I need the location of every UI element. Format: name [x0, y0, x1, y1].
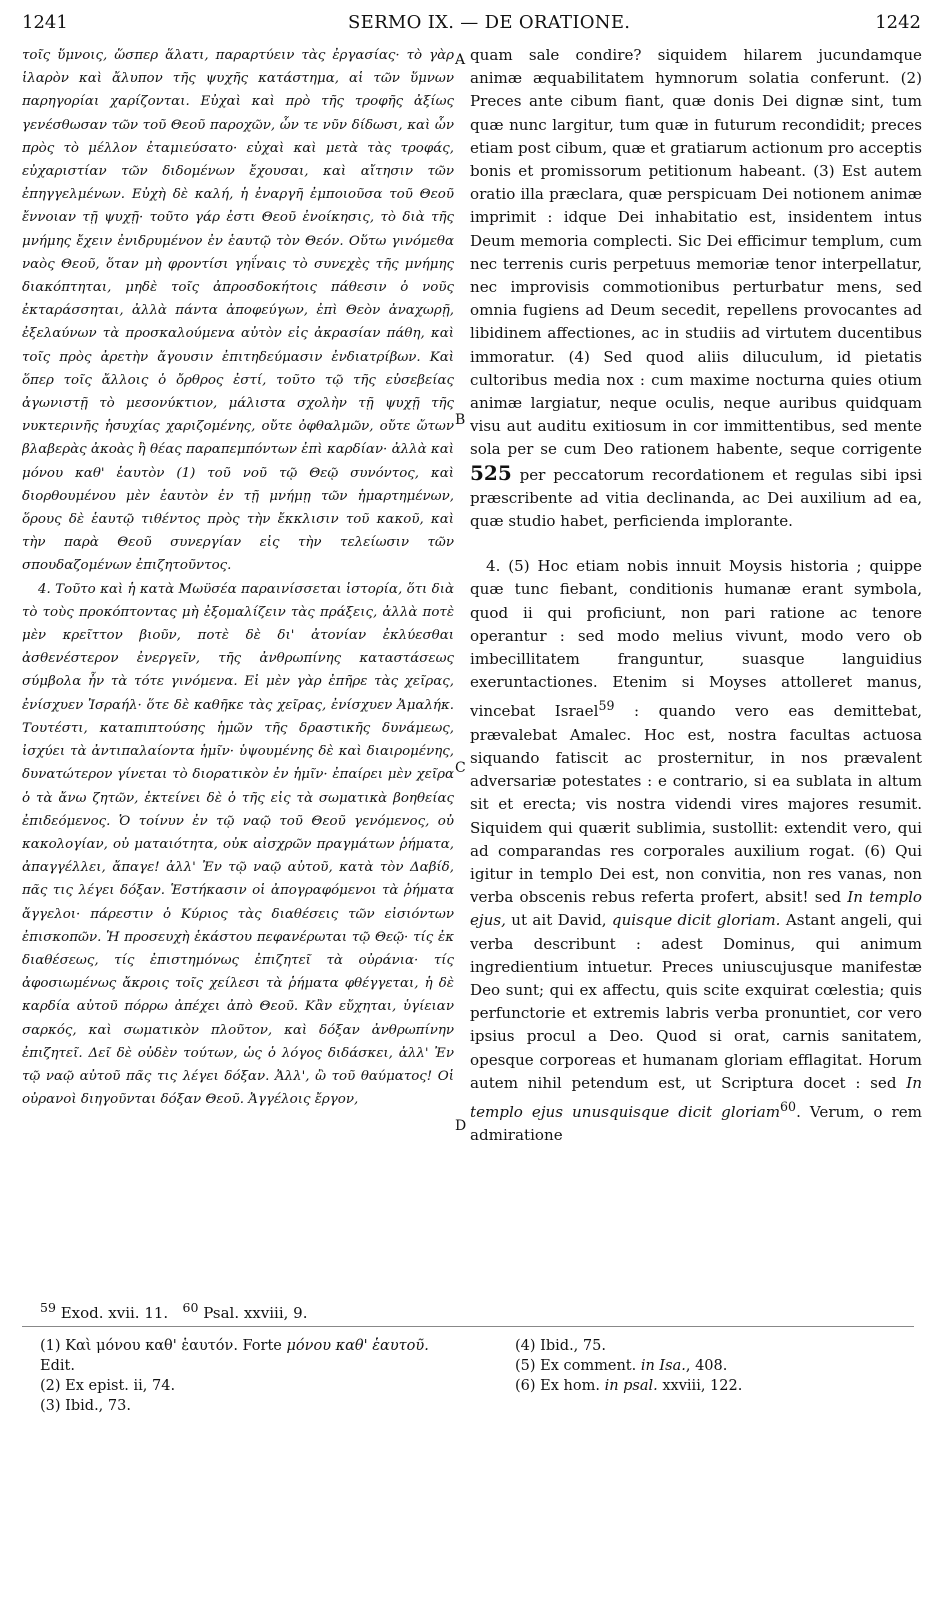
latin-text: : quando vero eas demittebat, prævalebat Amalec. Hoc est, nostra facultas actuosa siquando fatiscit ac prosternitur, in nos prævalent adversariæ potestates : e contrario, si ea sublata in altum sit et erecta; vis nostra videndi vires majores resumit. Siquidem qui quærit sublimia, sustollit: extendit vero, qui ad comparandas res corporales auxilium rogat. (6) Qui igitur in templo Dei est, non convitia, non res vanas, non verba obscenis rebus referta profert, absit! sed	[470, 702, 922, 907]
footnote-text: (1) Καὶ μόνου καθ' ἑαυτόν. Forte	[40, 1338, 282, 1354]
footnote-5	[515, 1356, 915, 1376]
margin-letter-c: C	[455, 760, 466, 776]
note-ref-59: 59	[598, 698, 615, 714]
footnote-text: , 408.	[685, 1358, 728, 1374]
column-number: 525	[470, 460, 512, 485]
footnote-3: (3) Ibid., 73.	[40, 1398, 131, 1414]
footnote-2: (2) Ex epist. ii, 74.	[40, 1378, 176, 1394]
footnote-text: μόνου καθ' ἑαυτοῦ.	[286, 1338, 429, 1354]
note-ref-60: 60	[780, 1098, 797, 1114]
latin-text: per peccatorum recordationem et regulas sibi ipsi præscribente ad vitia declinanda, ac Dei auxilium ad ea, quæ studio habet, perficienda implorante.	[470, 465, 922, 531]
footnote-4: (4) Ibid., 75.	[515, 1338, 606, 1354]
scripture-references	[40, 1300, 460, 1322]
latin-paragraph-2	[470, 555, 922, 1147]
ref-text: Exod. xvii. 11.	[60, 1304, 169, 1322]
running-title: SERMO IX. — DE ORATIONE.	[348, 12, 631, 33]
latin-text: Astant angeli, qui verba describunt : adest Dominus, qui animum ingredientium intuetur. Preces uniuscujusque manifestæ Deo sunt; qui ex affectu, quis scite exquirat cœlestia; quis perfunctorie et extremis labris verba pronuntiet, cor vero ipsius procul a Deo. Quod si orat, carnis sanitatem, opesque corporeas et humanam gloriam efflagitat. Horum autem nihil petendum est, ut Scriptura docet : sed	[470, 911, 922, 1092]
latin-text: ut ait David,	[511, 911, 607, 930]
scripture-quote: In templo ejus,	[470, 888, 922, 930]
footnote-6	[515, 1376, 915, 1396]
footnote-text: (5) Ex comment.	[515, 1358, 637, 1374]
margin-letter-b: B	[455, 412, 466, 428]
latin-text: . Verum, o rem admiratione	[470, 1103, 922, 1145]
footnote-1	[40, 1336, 450, 1376]
margin-letter-a: A	[455, 52, 466, 68]
footnotes-left	[40, 1336, 450, 1416]
ref-number: 60	[182, 1300, 199, 1315]
latin-paragraph-1	[470, 44, 922, 533]
scripture-quote: In templo ejus unusquisque dicit gloriam	[470, 1073, 922, 1121]
footnote-text: in Isa.	[640, 1358, 686, 1374]
footnote-text: Edit.	[40, 1358, 75, 1374]
greek-column	[22, 44, 454, 1111]
ref-number: 59	[40, 1300, 56, 1315]
greek-paragraph-1: τοῖς ὕμνοις, ὥσπερ ἅλατι, παραρτύειν τὰς ἐργασίας· τὸ γὰρ ἱλαρὸν καὶ ἄλυπον τῆς ψυχῆς κατάστημα, αἱ τῶν ὕμνων παρηγορίαι χαρίζονται. Εὐχαὶ καὶ πρὸ τῆς τροφῆς ἀξίως γενέσθωσαν τῶν τοῦ Θεοῦ παροχῶν, ὧν τε νῦν δίδωσι, καὶ ὧν πρὸς τὸ μέλλον ἐταμιεύσατο· εὐχαὶ καὶ μετὰ τὰς τροφάς, εὐχαριστίαν τῶν διδομένων ἔχουσαι, καὶ αἴτησιν τῶν ἐπηγγελμένων. Εὐχὴ δὲ καλή, ἡ ἐναργῆ ἐμποιοῦσα τοῦ Θεοῦ ἔννοιαν τῇ ψυχῇ· τοῦτο γάρ ἐστι Θεοῦ ἐνοίκησις, τὸ διὰ τῆς μνήμης ἔχειν ἐνιδρυμένον ἐν ἑαυτῷ τὸν Θεόν. Οὕτω γινόμεθα ναὸς Θεοῦ, ὅταν μὴ φροντίσι γηΐναις τὸ συνεχὲς τῆς μνήμης διακόπτηται, μηδὲ τοῖς ἀπροσδοκήτοις πάθεσιν ὁ νοῦς ἐκταράσσηται, ἀλλὰ πάντα ἀποφεύγων, ἐπὶ Θεὸν ἀναχωρῇ, ἐξελαύνων τὰ προσκαλούμενα αὐτὸν εἰς ἀκρασίαν πάθη, καὶ τοῖς πρὸς ἀρετὴν ἄγουσιν ἐπιτηδεύμασιν ἐνδιατρίβων. Καὶ ὅπερ τοῖς ἄλλοις ὁ ὄρθρος ἐστί, τοῦτο τῷ τῆς εὐσεβείας ἀγωνιστῇ τὸ μεσονύκτιον, μάλιστα σχολὴν τῇ ψυχῇ τῆς νυκτερινῆς ἡσυχίας χαριζομένης, οὔτε ὀφθαλμῶν, οὔτε ὤτων βλαβερὰς ἀκοὰς ἢ θέας παραπεμπόντων ἐπὶ καρδίαν· ἀλλὰ καὶ μόνου καθ' ἑαυτὸν (1) τοῦ νοῦ τῷ Θεῷ συνόντος, καὶ διορθουμένου μὲν ἑαυτὸν ἐν τῇ μνήμῃ τῶν ἡμαρτημένων, ὅρους δὲ ἑαυτῷ τιθέντος πρὸς τὴν ἔκκλισιν τοῦ κακοῦ, καὶ τὴν παρὰ Θεοῦ συνεργίαν εἰς τὴν τελείωσιν τῶν σπουδαζομένων ἐπιζητοῦντος.	[22, 48, 454, 574]
page-number-right: 1242	[875, 12, 921, 33]
greek-paragraph-2: 4. Τοῦτο καὶ ἡ κατὰ Μωϋσέα παραινίσσεται ἱστορία, ὅτι διὰ τὸ τοὺς προκόπτοντας μὴ ἐξομαλίζειν τὰς πράξεις, ἀλλὰ ποτὲ μὲν κρεῖττον βιοῦν, ποτὲ δὲ δι' ἀτονίαν ἐκλύεσθαι ἀσθενέστερον ἐνεργεῖν, τῆς ἀνθρωπίνης καταστάσεως σύμβολα ἦν τὰ τότε γινόμενα. Εἰ μὲν γὰρ ἐπῆρε τὰς χεῖρας, ἐνίσχυεν Ἰσραήλ· ὅτε δὲ καθῆκε τὰς χεῖρας, ἐνίσχυεν Ἀμαλήκ. Τουτέστι, καταπιπτούσης ἡμῶν τῆς δραστικῆς δυνάμεως, ἰσχύει τὰ ἀντιπαλαίοντα ἡμῖν· ὑψουμένης δὲ καὶ διαιρομένης, δυνατώτερον γίνεται τὸ διορατικὸν ἐν ἡμῖν· ἐπαίρει μὲν χεῖρα ὁ τὰ ἄνω ζητῶν, ἐκτείνει δὲ ὁ τῆς εἰς τὰ σωματικὰ βοηθείας ἐπιδεόμενος. Ὁ τοίνυν ἐν τῷ ναῷ τοῦ Θεοῦ γενόμενος, οὐ κακολογίαν, οὐ ματαιότητα, οὐκ αἰσχρῶν πραγμάτων ῥήματα, ἀπαγγέλλει, ἄπαγε! ἀλλ' Ἐν τῷ ναῷ αὐτοῦ, κατὰ τὸν Δαβίδ, πᾶς τις λέγει δόξαν. Ἑστήκασιν οἱ ἀπογραφόμενοι τὰ ῥήματα ἄγγελοι· πάρεστιν ὁ Κύριος τὰς διαθέσεις τῶν εἰσιόντων ἐπισκοπῶν. Ἡ προσευχὴ ἑκάστου πεφανέρωται τῷ Θεῷ· τίς ἐκ διαθέσεως, τίς ἐπιστημόνως ἐπιζητεῖ τὰ οὐράνια· τίς ἀφοσιωμένως ἄκροις τοῖς χείλεσι τὰ ῥήματα φθέγγεται, ἡ δὲ καρδία αὐτοῦ πόρρω ἀπέχει ἀπὸ Θεοῦ. Κἂν εὔχηται, ὑγίειαν σαρκός, καὶ σωματικὸν πλοῦτον, καὶ δόξαν ἀνθρωπίνην ἐπιζητεῖ. Δεῖ δὲ οὐδὲν τούτων, ὡς ὁ λόγος διδάσκει, ἀλλ' Ἐν τῷ ναῷ αὐτοῦ πᾶς τις λέγει δόξαν. Ἀλλ', ὢ τοῦ θαύματος! Οἱ οὐρανοὶ διηγοῦνται δόξαν Θεοῦ. Ἀγγέλοις ἔργον,	[22, 581, 454, 1108]
footnote-text: (6) Ex hom.	[515, 1378, 600, 1394]
footnotes-right	[515, 1336, 915, 1396]
scripture-quote: quisque dicit gloriam.	[611, 911, 781, 930]
latin-text: quam sale condire? siquidem hilarem jucundamque animæ æquabilitatem hymnorum solatia conferunt. (2) Preces ante cibum fiant, quæ donis Dei dignæ sint, tum quæ nunc largitur, tum quæ in futurum recondidit; preces etiam post cibum, quæ et gratiarum actionum pro acceptis bonis et promissorum petitionum habeant. (3) Est autem oratio illa præclara, quæ perspicuam Dei notionem animæ imprimit : idque Dei inhabitatio est, insidentem intus Deum memoria complecti. Sic Dei efficimur templum, cum nec terrenis curis perpetuus memoriæ tenor interpellatur, nec improvisis commotionibus perturbatur mens, sed omnia fugiens ad Deum secedit, repellens provocantes ad libidinem affectiones, ac in studiis ad virtutem ducentibus immoratur. (4) Sed quod aliis diluculum, id pietatis cultoribus media nox : cum maxime nocturna quies otium animæ largiatur, neque oculis, neque auribus quidquam visu aut auditu exitiosum in cor immittentibus, sed mente sola per se cum Deo rationem habente, seque corrigente	[470, 46, 922, 459]
page-number-left: 1241	[22, 12, 68, 33]
running-header	[22, 12, 921, 36]
margin-letter-d: D	[455, 1118, 467, 1134]
latin-text: 4. (5) Hoc etiam nobis innuit Moysis historia ; quippe quæ tunc fiebant, conditionis humanæ erant symbola, quod ii qui proficiunt, non pari ratione ac tenore operantur : sed modo melius vivunt, modo vero ob imbecillitatem franguntur, suasque languidius exeruntactiones. Etenim si Moyses attolleret manus, vincebat Israel	[470, 557, 922, 721]
ref-text: Psal. xxviii, 9.	[203, 1304, 308, 1322]
footnote-divider	[22, 1326, 914, 1327]
latin-column	[470, 44, 922, 1147]
footnote-text: in psal.	[604, 1378, 658, 1394]
footnote-text: xxviii, 122.	[662, 1378, 743, 1394]
